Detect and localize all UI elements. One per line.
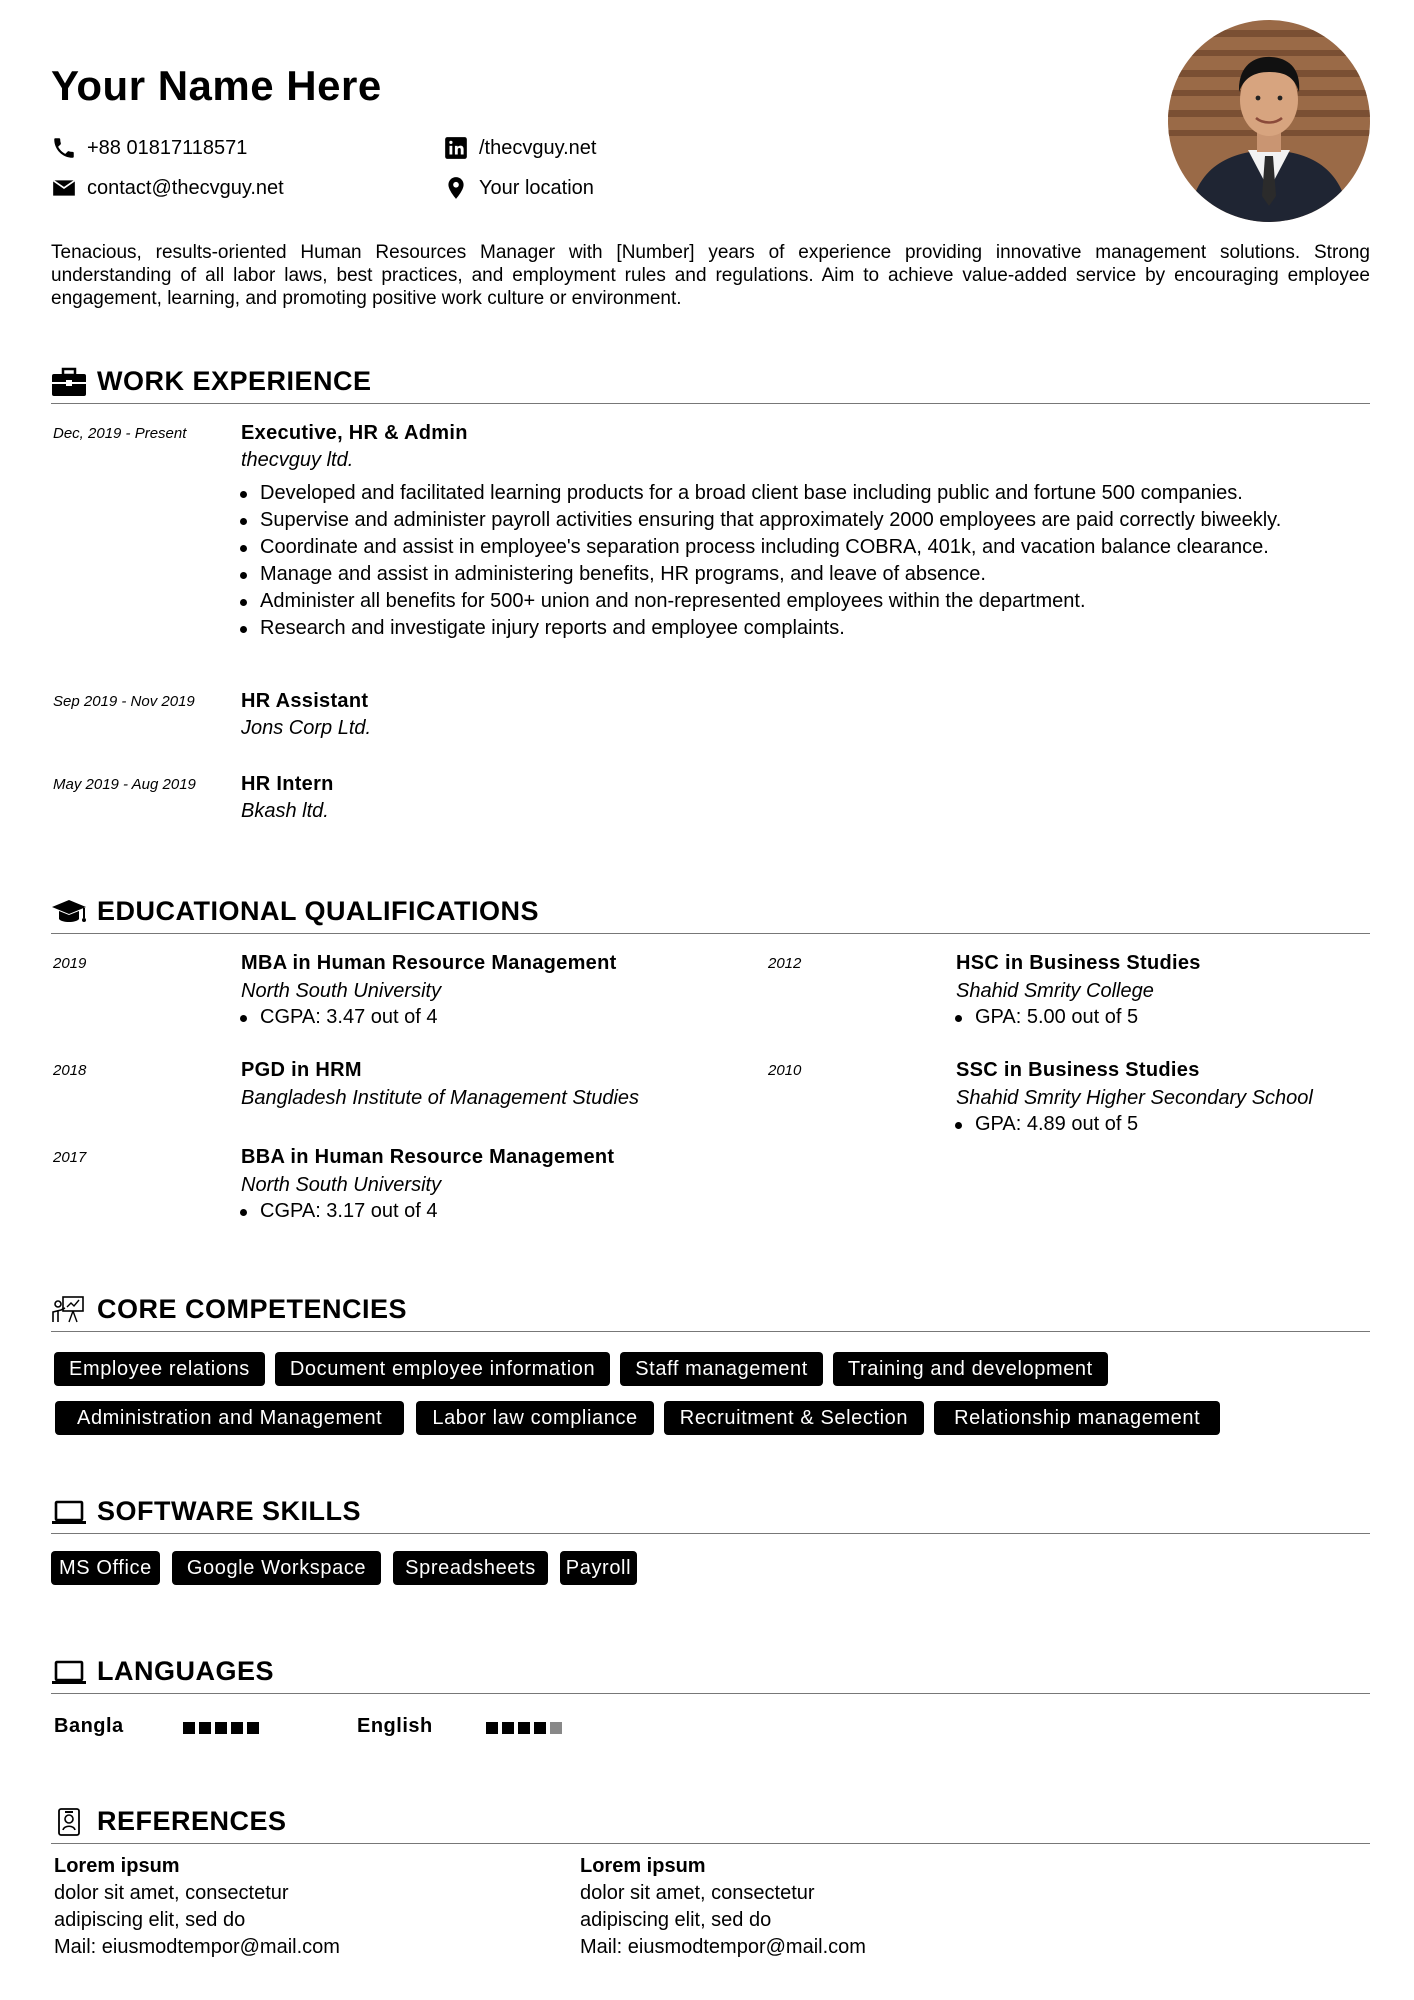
list-item: CGPA: 3.47 out of 4 (238, 1004, 438, 1031)
contact-location (443, 175, 594, 201)
job-responsibilities (238, 480, 1281, 642)
laptop-icon (51, 1656, 87, 1688)
software-row (51, 1551, 637, 1585)
software-tag: Google Workspace (172, 1551, 381, 1585)
competency-tag: Employee relations (54, 1352, 265, 1386)
education-year: 2010 (768, 1062, 802, 1079)
competency-row (55, 1401, 1220, 1435)
list-item: Manage and assist in administering benefits, HR programs, and leave of absence. (238, 561, 1281, 588)
job-company: Jons Corp Ltd. (241, 717, 372, 739)
profile-summary: Tenacious, results-oriented Human Resources Manager with [Number] years of experience providing innovative management solutions. Strong understanding of all labor laws, best practices, and employment rules and regulations. Aim to achieve value-added service by encouraging employee engagement, learning, and promoting positive work culture or environment. (51, 242, 1370, 309)
job-company: Bkash ltd. (241, 800, 329, 822)
education-school: North South University (241, 1174, 442, 1196)
competency-tag: Administration and Management (55, 1401, 404, 1435)
level-square-filled (183, 1722, 195, 1734)
education-year: 2019 (53, 955, 87, 972)
linkedin-icon (443, 135, 469, 161)
section-software-skills (51, 1490, 1370, 1534)
education-school: Shahid Smrity Higher Secondary School (956, 1087, 1313, 1109)
education-year: 2018 (53, 1062, 87, 1079)
list-item: Coordinate and assist in employee's separation process including COBRA, 401k, and vacation balance clearance. (238, 534, 1281, 561)
level-square-filled (215, 1722, 227, 1734)
software-tag: Spreadsheets (393, 1551, 548, 1585)
competency-tag: Labor law compliance (416, 1401, 653, 1435)
reference-entry (580, 1853, 866, 1961)
contact-linkedin (443, 135, 596, 161)
education-school: Shahid Smrity College (956, 980, 1154, 1002)
education-year: 2017 (53, 1149, 87, 1166)
competency-tag: Recruitment & Selection (664, 1401, 924, 1435)
reference-line: adipiscing elit, sed do (54, 1909, 246, 1931)
level-square-filled (518, 1722, 530, 1734)
reference-name: Lorem ipsum (54, 1855, 180, 1877)
location-pin-icon (443, 175, 469, 201)
level-square-filled (486, 1722, 498, 1734)
job-title: Executive, HR & Admin (241, 422, 468, 444)
list-item: Developed and facilitated learning products for a broad client base including public and fortune 500 companies. (238, 480, 1281, 507)
candidate-name: Your Name Here (51, 62, 382, 109)
reference-line: adipiscing elit, sed do (580, 1909, 772, 1931)
graduation-cap-icon (51, 896, 87, 928)
education-heading: EDUCATIONAL QUALIFICATIONS (97, 896, 539, 926)
job-date: May 2019 - Aug 2019 (53, 776, 196, 793)
list-item: GPA: 5.00 out of 5 (953, 1004, 1138, 1031)
education-school: Bangladesh Institute of Management Studies (241, 1087, 640, 1109)
education-degree: BBA in Human Resource Management (241, 1146, 615, 1168)
contact-email (51, 175, 284, 201)
job-title: HR Intern (241, 773, 334, 795)
education-grade-list (953, 1111, 1138, 1138)
software-tag: Payroll (560, 1551, 637, 1585)
job-date: Sep 2019 - Nov 2019 (53, 693, 195, 710)
id-badge-icon (51, 1806, 87, 1838)
list-item: Research and investigate injury reports and employee complaints. (238, 615, 1281, 642)
level-square-filled (247, 1722, 259, 1734)
contact-phone (51, 135, 247, 161)
reference-mail: Mail: eiusmodtempor@mail.com (54, 1936, 340, 1958)
list-item: Administer all benefits for 500+ union and non-represented employees within the department. (238, 588, 1281, 615)
linkedin-text: /thecvguy.net (479, 136, 597, 159)
profile-photo (1168, 20, 1370, 222)
level-square-filled (199, 1722, 211, 1734)
section-references (51, 1800, 1370, 1844)
level-square-empty (550, 1722, 562, 1734)
education-degree: SSC in Business Studies (956, 1059, 1200, 1081)
language-level-bangla (183, 1722, 263, 1734)
education-school: North South University (241, 980, 442, 1002)
language-level-english (486, 1722, 566, 1734)
section-education (51, 890, 1370, 934)
phone-icon (51, 135, 77, 161)
reference-line: dolor sit amet, consectetur (580, 1882, 815, 1904)
education-grade-list (238, 1004, 438, 1031)
level-square-filled (502, 1722, 514, 1734)
section-core-competencies (51, 1288, 1370, 1332)
job-title: HR Assistant (241, 690, 369, 712)
competency-tag: Staff management (620, 1352, 823, 1386)
software-tag: MS Office (51, 1551, 160, 1585)
mail-icon (51, 175, 77, 201)
competency-tag: Document employee information (275, 1352, 610, 1386)
level-square-filled (231, 1722, 243, 1734)
software-skills-heading: SOFTWARE SKILLS (97, 1496, 361, 1526)
reference-entry (54, 1853, 340, 1961)
work-experience-heading: WORK EXPERIENCE (97, 366, 372, 396)
education-grade-list (953, 1004, 1138, 1031)
education-degree: MBA in Human Resource Management (241, 952, 617, 974)
language-name: English (357, 1715, 433, 1737)
job-company: thecvguy ltd. (241, 449, 354, 471)
section-work-experience (51, 360, 1370, 404)
education-degree: PGD in HRM (241, 1059, 362, 1081)
references-heading: REFERENCES (97, 1806, 287, 1836)
list-item: GPA: 4.89 out of 5 (953, 1111, 1138, 1138)
job-date: Dec, 2019 - Present (53, 425, 187, 442)
phone-text: +88 01817118571 (87, 136, 248, 159)
reference-line: dolor sit amet, consectetur (54, 1882, 289, 1904)
presentation-board-icon (51, 1294, 87, 1326)
section-languages (51, 1650, 1370, 1694)
reference-name: Lorem ipsum (580, 1855, 706, 1877)
competency-tag: Training and development (833, 1352, 1108, 1386)
list-item: CGPA: 3.17 out of 4 (238, 1198, 438, 1225)
email-text: contact@thecvguy.net (87, 176, 284, 199)
education-year: 2012 (768, 955, 802, 972)
briefcase-icon (51, 366, 87, 398)
location-text: Your location (479, 176, 594, 199)
language-name: Bangla (54, 1715, 124, 1737)
education-degree: HSC in Business Studies (956, 952, 1201, 974)
competency-row (54, 1352, 1108, 1386)
core-competencies-heading: CORE COMPETENCIES (97, 1294, 408, 1324)
list-item: Supervise and administer payroll activities ensuring that approximately 2000 employees are paid correctly biweekly. (238, 507, 1281, 534)
laptop-icon (51, 1496, 87, 1528)
reference-mail: Mail: eiusmodtempor@mail.com (580, 1936, 866, 1958)
education-grade-list (238, 1198, 438, 1225)
competency-tag: Relationship management (934, 1401, 1220, 1435)
languages-heading: LANGUAGES (97, 1656, 275, 1686)
level-square-filled (534, 1722, 546, 1734)
